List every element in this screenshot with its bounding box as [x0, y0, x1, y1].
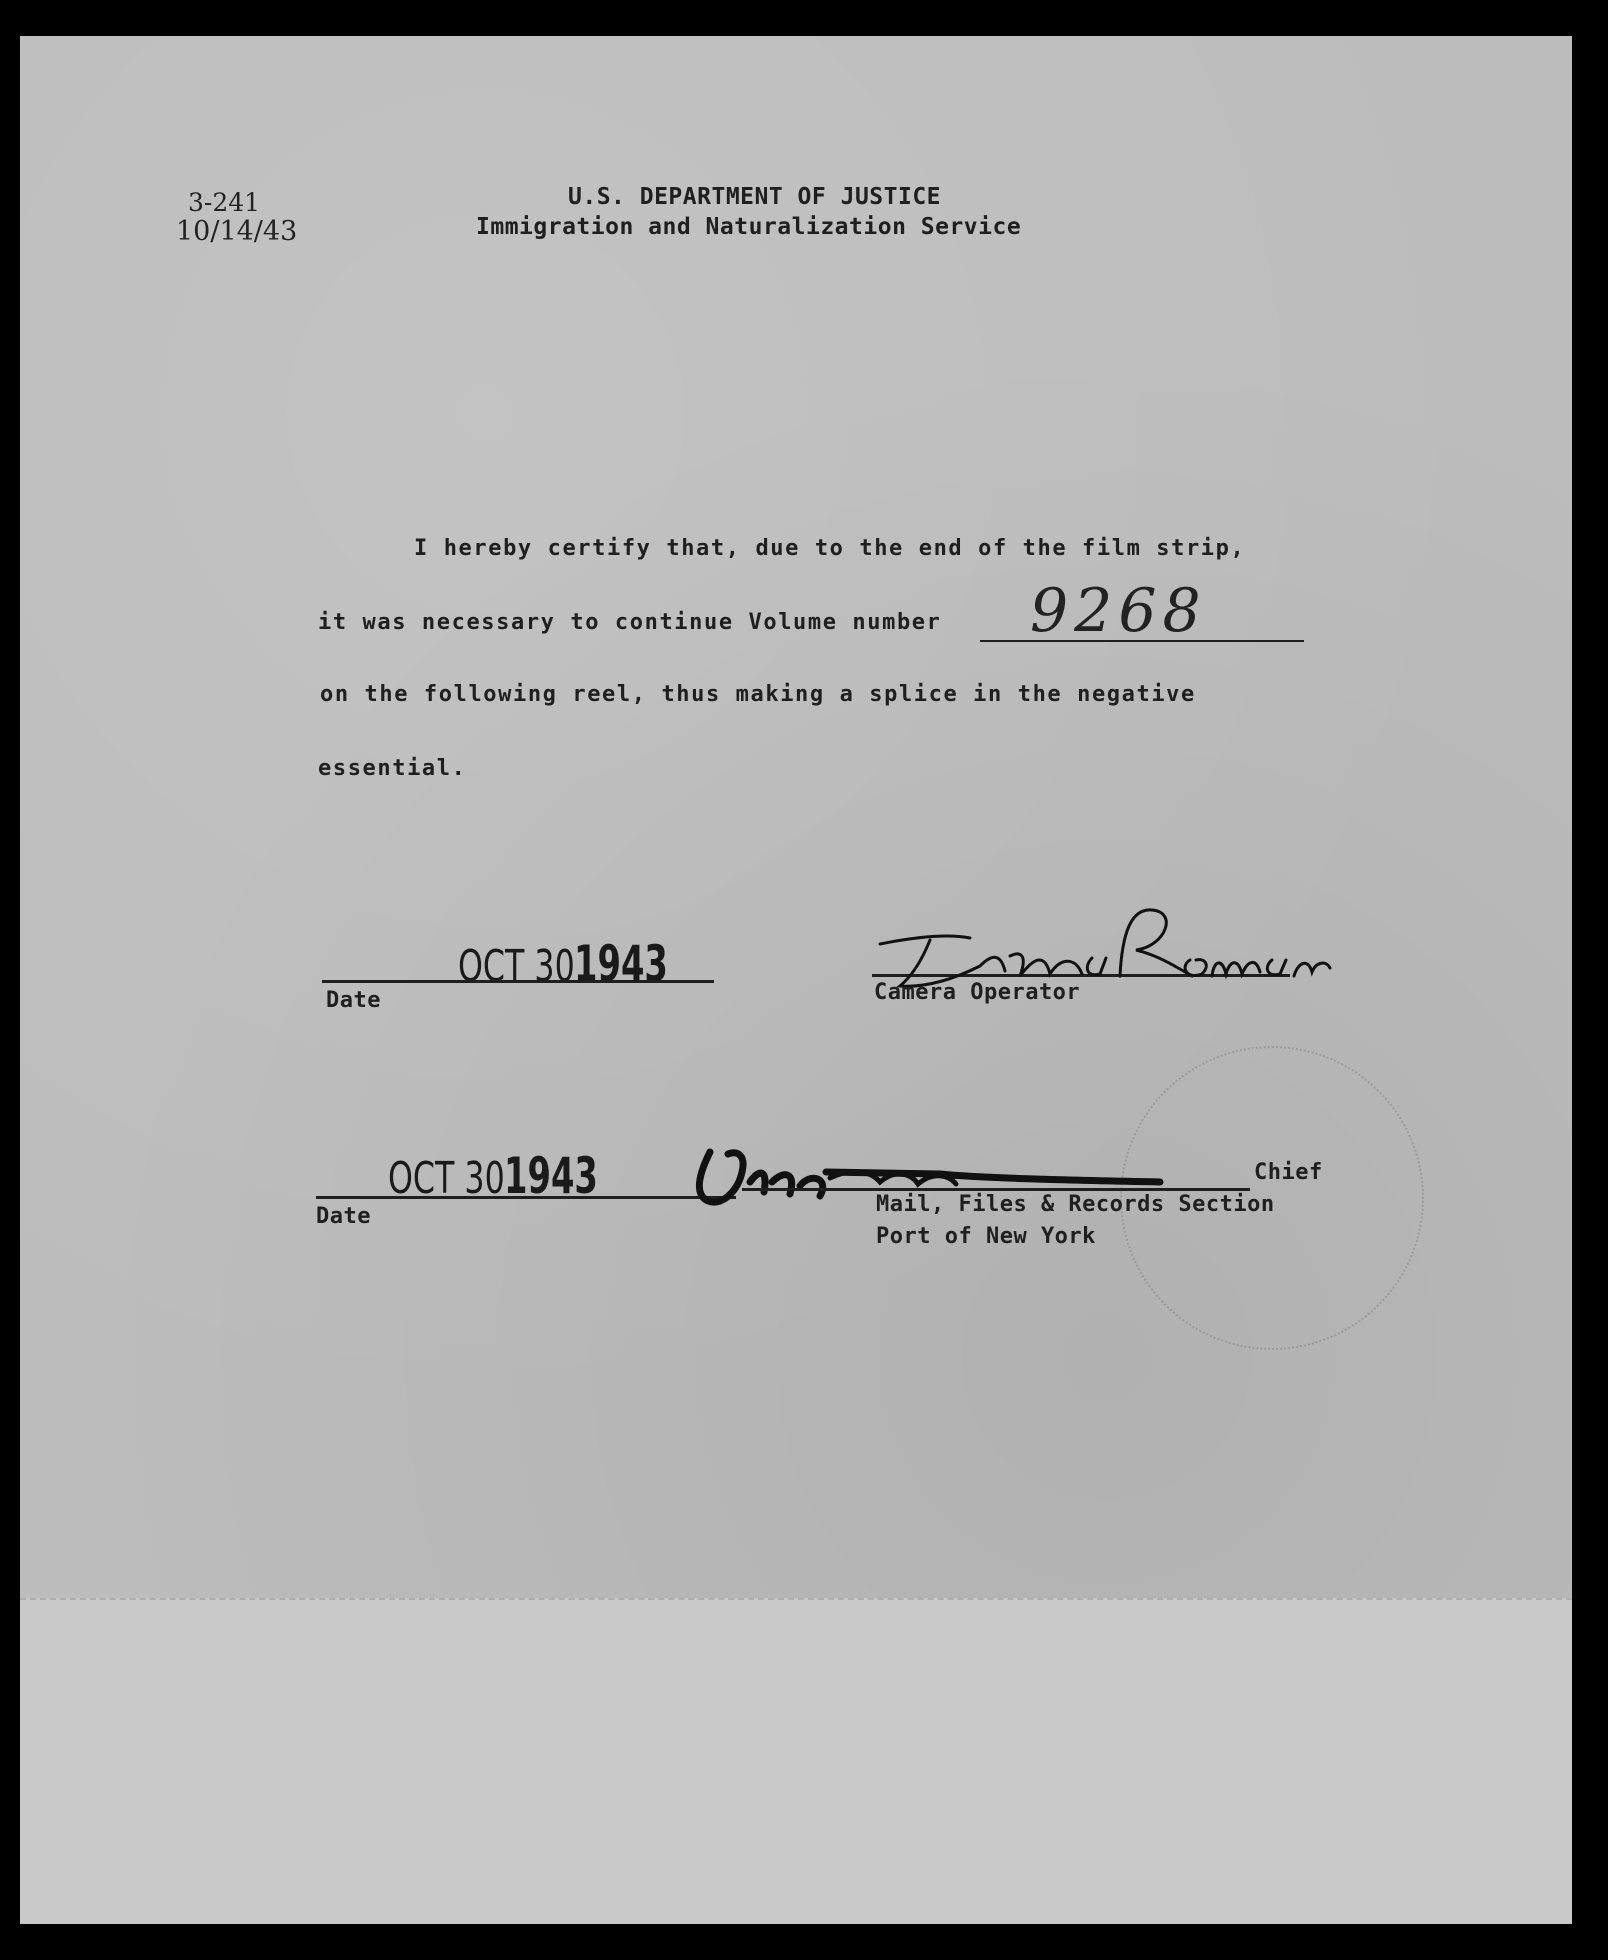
- chief-signature-line: [742, 1188, 1250, 1191]
- date-line-2: [316, 1196, 736, 1199]
- volume-number: 9268: [1030, 576, 1207, 646]
- date-label-1: Date: [326, 988, 381, 1013]
- camera-operator-label: Camera Operator: [874, 980, 1081, 1005]
- document-page: [20, 36, 1572, 1924]
- volume-number-line: [980, 640, 1304, 642]
- chief-label: Chief: [1254, 1160, 1323, 1185]
- body-line-4: essential.: [318, 756, 467, 781]
- date-line-1: [322, 980, 714, 983]
- date-stamp-1-month-day: OCT 30: [458, 941, 576, 992]
- body-line-3: on the following reel, thus making a splice in the negative: [320, 682, 1196, 707]
- agency-heading: U.S. DEPARTMENT OF JUSTICE: [568, 184, 942, 210]
- date-label-2: Date: [316, 1204, 371, 1229]
- form-number: 3-241: [188, 188, 261, 217]
- body-line-2: it was necessary to continue Volume number: [318, 610, 942, 635]
- section-line: Mail, Files & Records Section: [876, 1192, 1275, 1217]
- date-stamp-2-year: 1943: [504, 1147, 599, 1205]
- date-stamp-2-month-day: OCT 30: [388, 1153, 506, 1204]
- service-heading: Immigration and Naturalization Service: [476, 214, 1022, 240]
- date-stamp-2: [370, 1128, 629, 1224]
- date-stamp-1-year: 1943: [574, 935, 669, 993]
- port-line: Port of New York: [876, 1224, 1096, 1249]
- lower-band: [20, 1598, 1572, 1924]
- form-date: 10/14/43: [176, 216, 298, 247]
- operator-signature-text: [1166, 992, 1239, 1006]
- body-line-1: I hereby certify that, due to the end of the film strip,: [414, 536, 1246, 561]
- date-stamp-1: [440, 916, 699, 1012]
